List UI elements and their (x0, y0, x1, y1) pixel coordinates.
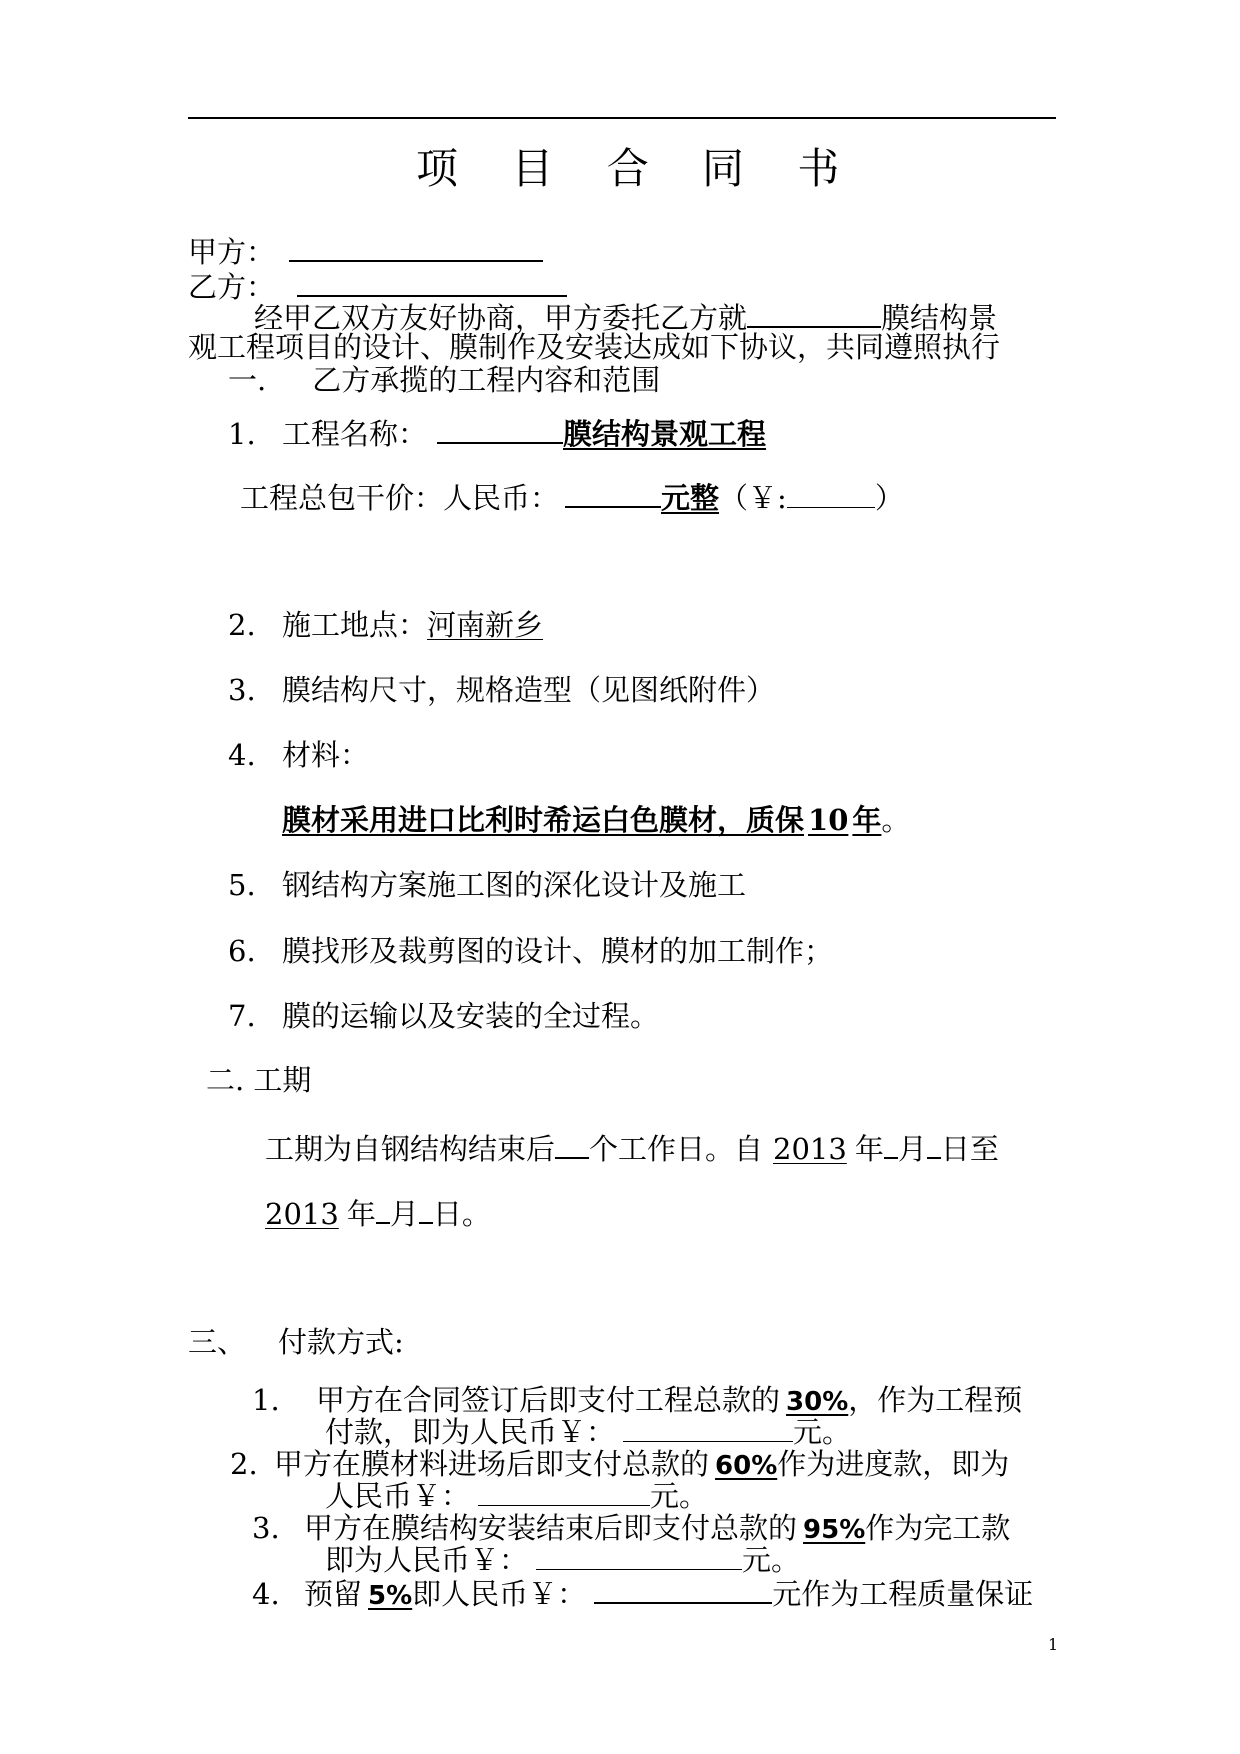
payment-4-text-d: 元作为工程质量保证 (772, 1577, 1034, 1611)
payment-1-text-c: 付款，即为人民币￥： (325, 1415, 616, 1449)
start-nian: 年 (854, 1132, 884, 1166)
intro-text-1: 经甲乙双方友好协商，甲方委托乙方就 (254, 301, 748, 335)
item-3-text: 膜结构尺寸，规格造型（见图纸附件） (282, 673, 776, 707)
payment-2-amount-blank (478, 1481, 650, 1506)
material-text: 膜材采用进口比利时希运白色膜材，质保 (282, 803, 805, 837)
party-b-label: 乙方： (188, 270, 276, 304)
section1-heading (228, 363, 661, 397)
section3-number: 三、 (188, 1325, 247, 1359)
payment-3-text-b: 作为完工款 (865, 1511, 1011, 1545)
payment-1-percent: 30% (786, 1387, 849, 1417)
intro-line-1 (254, 302, 997, 333)
item-5 (228, 868, 747, 902)
payment-3-line-2 (325, 1545, 800, 1575)
item-4 (228, 738, 370, 772)
material-years: 10 (808, 803, 849, 837)
payment-1-text-a: 甲方在合同签订后即支付工程总款的 (316, 1383, 781, 1417)
price-paren-close: ） (874, 481, 904, 515)
start-ri-zhi: 日至 (940, 1132, 999, 1166)
item-3 (228, 673, 776, 707)
item-1-value: 膜结构景观工程 (563, 417, 767, 451)
item-1 (228, 418, 766, 449)
workdays-blank (555, 1133, 589, 1159)
payment-3-amount-blank (536, 1545, 742, 1570)
document-title: 项 目 合 同 书 (416, 144, 860, 193)
page-number: 1 (1048, 1635, 1059, 1654)
payment-3-percent: 95% (803, 1515, 866, 1545)
payment-3-text-c: 即为人民币￥： (325, 1543, 529, 1577)
section1-title: 乙方承揽的工程内容和范围 (312, 363, 661, 397)
item-1-label: 工程名称： (282, 417, 428, 451)
price-line (240, 482, 904, 513)
payment-4-text-b: 即人民币￥： (412, 1577, 587, 1611)
payment-4-text-a: 预留 (304, 1577, 363, 1611)
section3-title: 付款方式: (278, 1325, 404, 1359)
end-yue: 月 (389, 1197, 419, 1231)
item-7-number: 7. (228, 999, 256, 1033)
schedule-line-1 (265, 1133, 999, 1164)
item-5-text: 钢结构方案施工图的深化设计及施工 (282, 868, 747, 902)
start-day-blank (927, 1133, 941, 1159)
price-paren-open: （￥: (719, 481, 787, 515)
payment-4-number: 4. (252, 1577, 280, 1611)
item-4-text: 材料： (282, 738, 370, 772)
material-end: 。 (881, 803, 911, 837)
item-7 (228, 999, 660, 1033)
schedule-text-b: 个工作日。自 (589, 1132, 764, 1166)
intro-line-2: 观工程项目的设计、膜制作及安装达成如下协议，共同遵照执行 (188, 330, 1001, 364)
item-2-number: 2. (228, 608, 256, 642)
payment-1-text-b: ，作为工程预 (848, 1383, 1023, 1417)
header-rule (188, 117, 1056, 119)
price-number-blank (787, 483, 875, 508)
payment-2-text-a: 甲方在膜材料进场后即支付总款的 (274, 1447, 710, 1481)
payment-3-text-a: 甲方在膜结构安装结束后即支付总款的 (304, 1511, 798, 1545)
end-year: 2013 (265, 1197, 339, 1231)
price-label: 工程总包干价：人民币： (240, 481, 560, 515)
item-2 (228, 608, 544, 642)
item-2-label: 施工地点： (282, 608, 428, 642)
party-b-blank (297, 271, 567, 297)
intro-text-2: 膜结构景 (881, 301, 998, 335)
payment-2-text-d: 元。 (650, 1479, 709, 1513)
payment-1-line-1 (252, 1383, 1023, 1417)
project-name-blank-2 (437, 418, 563, 444)
material-line (282, 803, 911, 837)
payment-3-text-d: 元。 (742, 1543, 801, 1577)
payment-1-line-2 (325, 1417, 851, 1447)
payment-2-line-2 (325, 1481, 708, 1511)
item-5-number: 5. (228, 868, 256, 902)
payment-4-amount-blank (594, 1578, 772, 1604)
party-a-blank (289, 236, 543, 262)
start-yue: 月 (897, 1132, 927, 1166)
schedule-line-2 (265, 1198, 491, 1229)
end-nian: 年 (346, 1197, 376, 1231)
payment-2-percent: 60% (715, 1451, 778, 1481)
item-6-number: 6. (228, 934, 256, 968)
payment-2-text-c: 人民币￥： (325, 1479, 471, 1513)
end-day-blank (419, 1198, 433, 1224)
item-6 (228, 934, 834, 968)
item-2-value: 河南新乡 (427, 608, 544, 642)
item-4-number: 4. (228, 738, 256, 772)
payment-3-number: 3. (252, 1511, 280, 1545)
price-blank (565, 482, 661, 508)
start-year: 2013 (773, 1132, 847, 1166)
payment-4-line (252, 1578, 1033, 1609)
payment-1-amount-blank (623, 1417, 793, 1442)
payment-2-line-1 (230, 1447, 1010, 1481)
section1-number: 一. (228, 363, 267, 397)
end-month-blank (376, 1198, 390, 1224)
schedule-text-a: 工期为自钢结构结束后 (265, 1132, 556, 1166)
payment-2-number: 2. (230, 1447, 258, 1481)
payment-1-number: 1. (252, 1383, 280, 1417)
payment-4-percent: 5% (368, 1581, 413, 1611)
payment-1-text-d: 元。 (793, 1415, 852, 1449)
party-a-label: 甲方： (188, 235, 276, 269)
start-month-blank (884, 1133, 898, 1159)
section2-heading: 二. 工期 (206, 1063, 312, 1097)
price-unit: 元整 (661, 481, 720, 515)
item-7-text: 膜的运输以及安装的全过程。 (282, 999, 660, 1033)
party-b-line (188, 271, 567, 302)
end-ri: 日。 (432, 1197, 491, 1231)
item-1-number: 1. (228, 417, 256, 451)
project-name-blank (747, 302, 881, 328)
payment-2-text-b: 作为进度款，即为 (777, 1447, 1010, 1481)
payment-3-line-1 (252, 1511, 1011, 1545)
section3-heading (188, 1325, 404, 1359)
item-6-text: 膜找形及裁剪图的设计、膜材的加工制作； (282, 934, 834, 968)
item-3-number: 3. (228, 673, 256, 707)
party-a-line (188, 236, 543, 267)
material-year-char: 年 (852, 803, 882, 837)
